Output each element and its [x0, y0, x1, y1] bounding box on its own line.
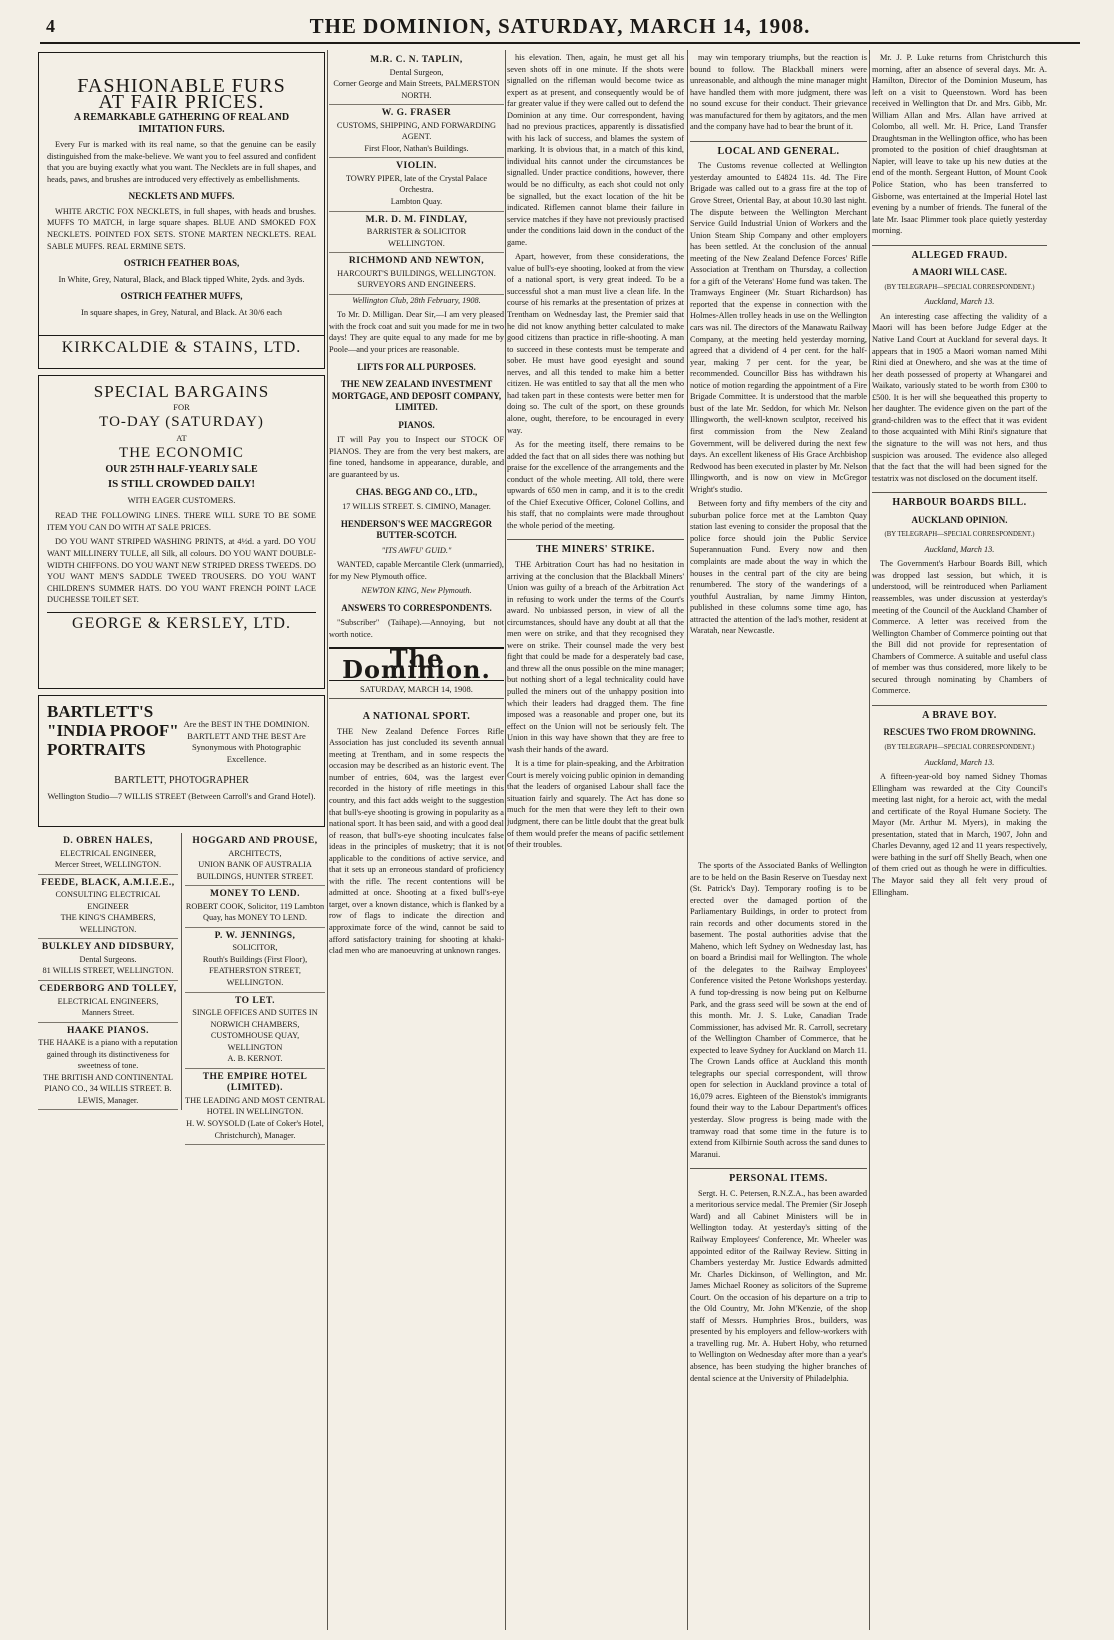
business-card: [185, 886, 325, 928]
card-role: BARRISTER & SOLICITOR: [366, 227, 467, 237]
bartlett-portraits: PORTRAITS: [47, 740, 146, 759]
butter-slogan: "ITS AWFU' GUID.": [381, 545, 452, 555]
card-address: Corner George and Main Streets, PALMERSTON NORTH.: [333, 79, 500, 100]
article-headline: PERSONAL ITEMS.: [690, 1168, 867, 1185]
dateline: Auckland, March 13.: [924, 297, 995, 307]
card-role: TOWRY PIPER, late of the Crystal Palace Orchestra.: [345, 173, 488, 195]
article-body: The sports of the Associated Banks of Wellington are to be held on the Basin Reserve on Tuesday next (St. Patrick's Day). Temporary roofing is to be erected over the damaged portion of the Parliamentary Buildings, in order to protect from rain records and other documents stored in the basement. The postal authorities advise that the Maheno, which left Sydney on Wednesday last, has on board a Brindisi mail for Wellington. The whole of the delegates to the Railway Employees' Conference visited the Petone Workshops yesterday. A fund top-dressing is now being put on Kelburne Park, and the grass seed will be sown at the end of this month. Mr. J. S. Luke, Canadian Trade Commissioner, has advised Mr. R. Carroll, secretary of the Wellington Chamber of Commerce, that he expected to leave Sydney for Auckland on March 11. The Crown Lands office at Auckland this month telegraphs our special correspondent, will throw open for selection in Auckland province a total of 16,079 acres. Eighteen of the Bienstok's immigrants found their way to the Labour Department's offices yesterday. Slow progress is being made with the tramway road that some time in the future is to extend from Kilbirnie South across the sand dunes to Maranui.: [690, 861, 867, 1159]
card-address: Manners Street.: [81, 1008, 135, 1018]
article-headline: A NATIONAL SPORT.: [362, 711, 471, 723]
furs-subhead: NECKLETS AND MUFFS.: [128, 191, 235, 202]
article-body: A fifteen-year-old boy named Sidney Thomas Ellingham was rewarded at the City Council's meeting last night, for a heroic act, with the medal and certificate of the Royal Humane Society. The Mayor (Mr. Arthur M. Myers), in making the presentation, stated that in March, 1907, John and Charles Devanny, aged 12 and 11 years respectively, were bathing in the surf off Shelly Beach, when one of them cried out as though he were in difficulties. The Mayor said they all felt very proud of Ellingham.: [872, 772, 1047, 897]
bartlett-advert: [38, 695, 325, 827]
begg-heading: CHAS. BEGG AND CO., LTD.,: [355, 486, 478, 497]
card-role: Dental Surgeon,: [389, 67, 444, 77]
furs-title: FASHIONABLE FURS: [77, 75, 286, 97]
article-body: Mr. J. P. Luke returns from Christchurch this morning, after an absence of several days. Mr. A. Hamilton, Director of the Dominion Museum, has left on a visit to Queenstown. Word has been received in Wellington that Dr. and Mrs. Gibb, Mr. William Allan and Mrs. Allan have arrived at Colombo, all well. Mr. H. Price, Land Transfer Draughtsman in the Wellington office, who has been promoted to the position of chief draughtsman at Napier, will leave to take up his new duties at the end of the month. Sergeant Hutton, of Mount Cook Police Station, who has been transferred to Gisborne, was entertained at the Imperial Hotel last evening by a number of friends. The funeral of the late Mr. Isaac Plimmer took place quietly yesterday morning.: [872, 53, 1047, 236]
column-rule: [327, 50, 328, 1630]
card-role: Dental Surgeons.: [79, 954, 137, 964]
dateline: Auckland, March 13.: [924, 544, 995, 554]
article-body: his elevation. Then, again, he must get all his seven shots off in one minute. If the shots were signalled on the rifleman would become twice as expert as at present, and consequently would be of far greater value if they were called out to defend the Dominion at any time. Our correspondent, having had no previous practices, apparently is dissatisfied with his lack of success, and blames the system of marking. It is obvious that, in a match of this kind, individual hits cannot under the circumstances be signalled. Under practice conditions, however, there would be no difficulty, as each shot could not only be signalled, but the exact location of the hit be indicated. Riflemen cannot blame their failure in service matches if they have not previously practised under the conditions laid down in the conduct of the game.: [507, 53, 684, 247]
article-headline: A BRAVE BOY.: [872, 705, 1047, 722]
letter-text: To Mr. D. Milligan. Dear Sir,—I am very pleased with the frock coat and suit you made for me in two days! They are quite equal to any made for me by Poole—and your prices are reasonable.: [329, 310, 504, 355]
bargains-at: AT: [176, 432, 187, 443]
card-address: 81 WILLIS STREET, WELLINGTON.: [42, 966, 174, 976]
card-role: SOLICITOR,: [232, 943, 278, 953]
card-address: SURVEYORS AND ENGINEERS.: [357, 280, 476, 290]
column-rule: [505, 50, 506, 1630]
newton-king: NEWTON KING, New Plymouth.: [361, 586, 472, 596]
card-address: A. B. KERNOT.: [227, 1054, 283, 1064]
article-body: An interesting case affecting the validity of a Maori will has been before Judge Edger at the Native Land Court at Auckland for several days. It appears that in 1905 a Maori woman named Mihi Rini died at Onewhero, and she was at the time of her death possessed of property at Whangarei and Waikato, variously stated to be worth from £300 to £500. It is her will she bequeathed this property to her daughter. The evidence given on the part of the grand-children was to the effect that it was evident to those acquainted with Mihi Rini's signature that the signature to the will was not hers, and thus suspicion was aroused. The evidence also alleged that the fact that the will had been signed for the testatrix was not disclosed on the document itself.: [872, 311, 1047, 483]
card-address: WELLINGTON.: [388, 238, 445, 248]
article-body: Apart, however, from these considerations, the value of bull's-eye shooting, looked at from the view of a national sport, is very great indeed. To be a successful shot a man must live a clean life. In the course of his remarks at the presentation of prizes at Trentham on Wednesday last, the Premier said that he did not know anything better calculated to make good citizens than practice in rifle-shooting. A man to succeed in these contests must be temperate and sober. He must have good eyesight and sound nerves, and all this tended to make him a better citizen. He was entitled to say that all the men who had taken part in these contests were better men for doing so. The cult of the sport, on these grounds alone, ought, therefore, to be encouraged in every way.: [507, 252, 684, 435]
furs-advert: [38, 52, 325, 336]
bargains-eager: WITH EAGER CUSTOMERS.: [127, 494, 236, 505]
pianos-heading: PIANOS.: [398, 419, 435, 430]
article-headline: HARBOUR BOARDS BILL.: [872, 492, 1047, 509]
card-role: SINGLE OFFICES AND SUITES IN NORWICH CHAMBERS, CUSTOMHOUSE QUAY, WELLINGTON: [192, 1008, 318, 1052]
answers-heading: ANSWERS TO CORRESPONDENTS.: [341, 602, 492, 613]
card-role: HARCOURT'S BUILDINGS, WELLINGTON.: [337, 268, 496, 278]
furs-subhead: OSTRICH FEATHER MUFFS,: [120, 291, 243, 302]
butter-heading: HENDERSON'S WEE MACGREGOR BUTTER-SCOTCH.: [340, 518, 493, 541]
card-name: HOGGARD AND PROUSE,: [192, 836, 318, 846]
business-card: [329, 253, 504, 295]
card-address: Lambton Quay.: [390, 197, 443, 207]
business-card: [329, 212, 504, 254]
article-subhead: AUCKLAND OPINION.: [911, 514, 1008, 525]
card-name: MONEY TO LEND.: [210, 889, 300, 900]
card-role: ELECTRICAL ENGINEER,: [59, 848, 156, 858]
card-role: THE LEADING AND MOST CENTRAL HOTEL IN WELLINGTON.: [185, 1095, 325, 1117]
telegraph-line: (BY TELEGRAPH—SPECIAL CORRESPONDENT.): [884, 743, 1035, 751]
pianos-text: IT will Pay you to Inspect our STOCK OF PIANOS. They are from the very best makers, are fine toned, handsome in appearance, durable, and are guaranteed by us.: [329, 435, 504, 479]
begg-address: 17 WILLIS STREET. S. CIMINO, Manager.: [342, 502, 491, 512]
business-card: [329, 52, 504, 105]
telegraph-line: (BY TELEGRAPH—SPECIAL CORRESPONDENT.): [884, 531, 1035, 539]
column-rule: [869, 50, 870, 1630]
card-name: THE EMPIRE HOTEL (LIMITED).: [202, 1071, 308, 1094]
business-card: [38, 833, 178, 875]
business-card: [185, 993, 325, 1069]
card-name: HAAKE PIANOS.: [67, 1025, 149, 1036]
card-name: D. OBREN HALES,: [63, 836, 153, 846]
article-body: Sergt. H. C. Petersen, R.N.Z.A., has been awarded a meritorious service medal. The Premier (Sir Joseph Ward) and all Cabinet Ministers will be in Wellington today. At yesterday's sitting of the Railway Employees' Conference, Mr. Wheeler was appointed editor of the Railway Review. Sitting in Chambers yesterday Mr. Justice Edwards admitted Mr. Charles Dickinson, of Wellington, and Mr. James Michael Rooney as solicitors of the Supreme Court. On the occasion of his departure on a trip to the Old Country, Mr. John M'Kenzie, of the shop staff of Messrs. Humphries Bros., builders, was presented by his employers and fellow-workers with a travelling rug. Mr. A. Hubert Hoby, who returned to Wellington on Wednesday after more than a year's absence, has been studying the higher branches of dental science at the University of Philadelphia.: [690, 1188, 867, 1383]
card-name: VIOLIN.: [396, 161, 437, 172]
article-body: THE Arbitration Court has had no hesitation in arriving at the conclusion that the Blackball Miners' Union was guilty of a breach of the Arbitration Act in refusing to work under the terms of the Court's award. No unbiassed person, in view of all the circumstances, should have any doubt at all that the men were on strike, and that they recognised they were on strike. Their counsel made the very best fight that could be made for a desperately bad case, and threw all the onus possible on the mine manager; but nothing short of a legal technicality could have pulled the miners out of the unhappy position into which their leaders had dragged them. The fine imposed was a reasonable and proper one, but its effect on the Union will not be seriously felt. The Union in this way have shown that they are free to wash their hands of the award.: [507, 559, 684, 754]
business-card: [38, 981, 178, 1023]
business-card: [329, 158, 504, 211]
bargains-shop: THE ECONOMIC: [119, 445, 244, 462]
furs-firm: KIRKCALDIE & STAINS, LTD.: [61, 339, 302, 356]
issue-date: SATURDAY, MARCH 14, 1908.: [329, 684, 504, 700]
column-3: [507, 52, 684, 1627]
wanted-text: WANTED, capable Mercantile Clerk (unmarried), for my New Plymouth office.: [329, 560, 504, 581]
card-address: Routh's Buildings (First Floor), FEATHERSTON STREET, WELLINGTON.: [202, 954, 308, 988]
column-4-lower: [690, 860, 867, 1625]
furs-tagline: A REMARKABLE GATHERING OF REAL AND IMITATION FURS.: [73, 112, 290, 135]
business-card: [185, 928, 325, 993]
card-name: W. G. FRASER: [381, 108, 452, 119]
article-body: As for the meeting itself, there remains to be added the fact that on all sides there was nothing but praise for the excellence of the arrangements and the conduct of the whole meeting. All told, there were upwards of 650 men in camp, and it is to the credit of the Chief Executive Officer, Colonel Collins, and his staff, that no complaints were made throughout the whole period of the meeting.: [507, 440, 684, 530]
card-address: THE KING'S CHAMBERS, WELLINGTON.: [60, 913, 156, 934]
bartlett-address: Wellington Studio—7 WILLIS STREET (Between Carroll's and Grand Hotel).: [47, 790, 316, 801]
letter-heading: Wellington Club, 28th February, 1908.: [352, 295, 481, 305]
furs-intro: Every Fur is marked with its real name, so that the genuine can be easily distinguished from the make-believe. We want you to feel assured and confident that you are buying exactly what you want. The Necklets are in full shapes, and heads, paws, and brushes are introduced very effectively as embellishments.: [47, 140, 316, 184]
bargains-for: FOR: [173, 401, 190, 412]
column-5: [872, 52, 1047, 1627]
article-body: It is a time for plain-speaking, and the Arbitration Court is merely voicing public opinion in demanding that the leaders of organised Labour shall face the situation fairly and squarely. The Act has done so much for the men that were they left to their own judgment, there can be little doubt that the great bulk of them would prefer the means of pacific settlement of their troubles.: [507, 759, 684, 850]
bartlett-proof: "INDIA PROOF": [47, 721, 179, 740]
article-headline: LOCAL AND GENERAL.: [690, 141, 867, 158]
bartlett-right: Are the BEST IN THE DOMINION. BARTLETT AND THE BEST Are Synonymous with Photographic Excellence.: [183, 719, 310, 764]
card-name: FEEDE, BLACK, A.M.I.E.E.,: [41, 877, 175, 888]
investment-heading: THE NEW ZEALAND INVESTMENT MORTGAGE, AND DEPOSIT COMPANY, LIMITED.: [331, 379, 502, 413]
card-address: H. W. SOYSOLD (Late of Coker's Hotel, Christchurch), Manager.: [186, 1119, 324, 1140]
card-name: RICHMOND AND NEWTON,: [348, 256, 485, 267]
dateline: Auckland, March 13.: [924, 757, 995, 767]
card-name: TO LET.: [234, 995, 276, 1006]
bargains-firm: GEORGE & KERSLEY, LTD.: [47, 612, 316, 630]
business-card: [38, 1023, 178, 1111]
article-subhead: A MAORI WILL CASE.: [912, 267, 1007, 278]
column-2: [329, 52, 504, 1627]
article-headline: THE MINERS' STRIKE.: [507, 539, 684, 556]
lifts-heading: LIFTS FOR ALL PURPOSES.: [357, 361, 476, 372]
telegraph-line: (BY TELEGRAPH—SPECIAL CORRESPONDENT.): [884, 283, 1035, 291]
cards-left: [38, 833, 182, 1110]
card-role: CUSTOMS, SHIPPING, AND FORWARDING AGENT.: [336, 120, 497, 142]
article-subhead: RESCUES TWO FROM DROWNING.: [883, 727, 1036, 738]
bargains-crowded: IS STILL CROWDED DAILY!: [107, 478, 256, 491]
article-body: The Customs revenue collected at Wellington yesterday amounted to £4824 11s. 4d. The Fire Brigade was called out to a grass fire at the top of Grove Street, Oriental Bay, at about 10.30 last night. The dispute between the Wellington Merchant Service Guild Industrial Union of Workers and the Union Steam Ship Company and other employers has been settled. At the conclusion of the annual meeting of the New Zealand Defence Forces' Rifle Association at Trentham on Thursday, a collection for a gift of the Veterans' Home fund was taken. The Tramways Engineer (Mr. Stuart Richardson) has reported that the expense in connection with the Holmes-Allen trolley heads in use on the Wellington cars was nil. The directors of the Manawatu Railway Company, at the meeting held yesterday morning, agreed that a dividend of 4 per cent. for the half-year, making 7 per cent. for the year, be recommended. Councillor Biss has withdrawn his notice of motion regarding the appointment of a Fire Brigade Committee. It is understood that the marble bust of the late Mr. Seddon, for which Mr. Nelson Illingworth, the well-known sculptor, received his first commission from the New Zealand Government, will be delivered during the next few days. An excellent likeness of His Grace Archbishop Redwood has been executed in plaster by Mr. Nelson Illingworth, and is now on view in McGregor Wright's studio.: [690, 161, 867, 494]
bargains-advert: [38, 375, 325, 689]
furs-items: WHITE ARCTIC FOX NECKLETS, in full shapes, with heads and brushes. MUFFS TO MATCH, in large square shapes. BLUE AND SMOKED FOX NECKLETS. POINTED FOX SETS. STONE MARTEN NECKLETS. REAL SABLE MUFFS. REAL ERMINE SETS.: [47, 206, 316, 251]
business-card: [185, 1069, 325, 1145]
business-card: [38, 875, 178, 940]
card-role: ELECTRICAL ENGINEERS,: [57, 996, 159, 1006]
card-name: M.R. D. M. FINDLAY,: [365, 214, 468, 225]
bartlett-name: BARTLETT'S: [47, 702, 154, 721]
page-number: 4: [46, 16, 55, 36]
article-body: The Government's Harbour Boards Bill, which was dropped last session, but which, it is understood, will be reintroduced when Parliament reassembles, was under discussion at yesterday's meeting of the Council of the Auckland Chamber of Commerce. A letter was received from the Wellington Chamber of Commerce pointing out that the Bill did not provide for representation of Chambers of Commerce. A suitable and useful class of member was thus considered, more likely to be secured through nominating by Chambers of Commerce.: [872, 559, 1047, 696]
furs-boas: In White, Grey, Natural, Black, and Black tipped White, 2yds. and 3yds.: [58, 273, 305, 284]
masthead-title: THE DOMINION, SATURDAY, MARCH 14, 1908.: [309, 14, 811, 38]
masthead: [40, 14, 1080, 44]
cards-right: [185, 833, 325, 1145]
bargains-read: READ THE FOLLOWING LINES. THERE WILL SURE TO BE SOME ITEM YOU CAN DO WITH AT SALE PRICES.: [47, 511, 316, 532]
card-address: First Floor, Nathan's Buildings.: [364, 143, 469, 153]
card-address: THE BRITISH AND CONTINENTAL PIANO CO., 34 WILLIS STREET. B. LEWIS, Manager.: [43, 1072, 173, 1105]
furs-muffs: In square shapes, in Grey, Natural, and Black. At 30/6 each: [80, 306, 283, 317]
advert-column: [38, 52, 325, 1627]
card-role: CONSULTING ELECTRICAL ENGINEER: [55, 890, 161, 911]
card-name: CEDERBORG AND TOLLEY,: [39, 984, 177, 995]
card-name: M.R. C. N. TAPLIN,: [370, 55, 463, 65]
business-card: [38, 939, 178, 981]
bargains-lines: DO YOU WANT STRIPED WASHING PRINTS, at 4½d. a yard. DO YOU WANT MILLINERY TULLE, all Silk, all colours. DO YOU WANT DOUBLE-WIDTH CHIFFONS. DO YOU WANT NEW STRIPED DRESS TWEEDS. DO YOU WANT MEN'S SADDLE TWEED TROUSERS. DO YOU WANT CHILDREN'S SUMMER HATS. DO YOU WANT FRENCH POINT LACE DUCHESSE TOILET SET.: [47, 537, 316, 605]
answers-text: "Subscriber" (Taihape).—Annoying, but not worth notice.: [329, 618, 504, 639]
card-name: BULKLEY AND DIDSBURY,: [41, 942, 175, 953]
furs-firm-box: [38, 334, 325, 369]
card-role: ROBERT COOK, Solicitor, 119 Lambton Quay, has MONEY TO LEND.: [185, 901, 325, 923]
dominion-logo: The Dominion.: [329, 647, 504, 681]
article-body: Between forty and fifty members of the city and suburban police force met at the Lambton Quay station last evening to consider the proposal that the police force should join the Public Service Superannuation Fund. Every now and then complaints are made about the way in which the houses in the central part of the city are being renumbered. The story of the wanderings of a youthful Australian, by name Jimmy Hinton, published in these columns some time ago, has attracted the attention of the lad's mother, resident at Waratah, near Newcastle.: [690, 499, 867, 636]
card-address: Mercer Street, WELLINGTON.: [54, 860, 162, 870]
bargains-sale: OUR 25TH HALF-YEARLY SALE: [105, 463, 258, 475]
article-headline: ALLEGED FRAUD.: [872, 245, 1047, 262]
bargains-title: SPECIAL BARGAINS: [93, 382, 270, 401]
furs-subhead: OSTRICH FEATHER BOAS,: [123, 258, 240, 269]
bargains-today: TO-DAY (SATURDAY): [99, 414, 264, 431]
business-card: [329, 105, 504, 158]
bartlett-photographer: BARTLETT, PHOTOGRAPHER: [114, 775, 249, 787]
furs-title-2: AT FAIR PRICES.: [98, 90, 265, 113]
business-card: [185, 833, 325, 886]
article-body: may win temporary triumphs, but the reaction is bound to follow. The Blackball miners were unreasonable, and although the mine manager might have handled them with more judgment, there was no sound excuse for their conduct. Their grievance was manufactured for them by agitators, and the men and the company have had to bear the brunt of it.: [690, 53, 867, 132]
article-body: THE New Zealand Defence Forces Rifle Association has just concluded its seventh annual meeting at Trentham, and in some respects the occasion may be described as an historic event. The number of entries, 604, was the largest ever recorded in the history of rifle meetings in this country, and this fact adds weight to the suggestion that bull's-eye shooting is growing in popularity as a national sport. It has been said, and with a good deal of reason, that bull's-eye shooting inculcates false ideas in the principles of musketry; that it is not applicable to the conditions of active service, and that it sets up an erroneous standard of proficiency with the rifle. The recent contentions will be admitted at once. Shooting at a fixed bull's-eye target, over a known distance, which is flanked by a row of flags to indicate the direction and approximate force of the wind, cannot be said to afford satisfactory training for shooting at khaki-clad men who are manoeuvring at unknown ranges.: [329, 726, 504, 956]
card-address: UNION BANK OF AUSTRALIA BUILDINGS, HUNTER STREET.: [196, 860, 314, 881]
card-role: THE HAAKE is a piano with a reputation gained through its distinctiveness for sweetness of tone.: [38, 1038, 178, 1071]
card-name: P. W. JENNINGS,: [214, 930, 296, 941]
column-rule: [687, 50, 688, 1630]
card-role: ARCHITECTS,: [228, 848, 282, 858]
